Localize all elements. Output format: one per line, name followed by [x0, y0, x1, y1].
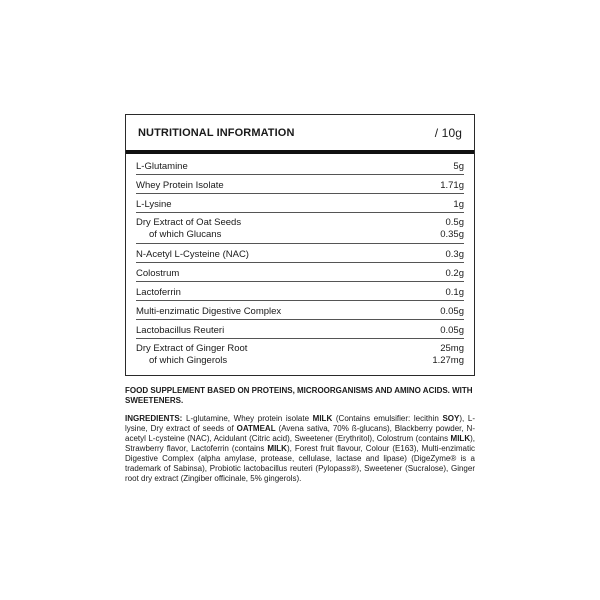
nutrient-value: 0.1g — [445, 287, 464, 298]
nutrient-row — [136, 339, 464, 370]
ingredients-part: (Contains emulsifier: lecithin — [332, 414, 443, 423]
nutrition-header — [126, 115, 474, 150]
allergen: SOY — [442, 414, 460, 423]
nutrient-name: Whey Protein Isolate — [136, 180, 224, 191]
nutrient-value: 25mg — [440, 343, 464, 354]
ingredients-part: ), Forest fruit flavour, Colour (E163), Multi-enzimatic Digestive Complex (alpha amylase, protease, cellulase, lactase and lipase) (DigeZyme® is a trademark of Sabinsa), Probiotic lactobacillus reuteri (Pylopass®), Sweetener (Sucralose), Ginger root dry extract (Zingiber officinale, 5% gingerols). — [125, 444, 475, 483]
nutrient-row — [136, 175, 464, 194]
ingredients-text — [125, 414, 475, 484]
allergen: MILK — [450, 434, 471, 443]
nutrient-value: 0.05g — [440, 325, 464, 336]
nutrient-subvalue: 0.35g — [440, 228, 464, 240]
header-rule — [126, 150, 474, 154]
nutrient-name: Colostrum — [136, 268, 180, 279]
ingredients-part: ), L-lysine, Dry extract of seeds of — [125, 414, 475, 433]
nutrient-value: 5g — [453, 161, 464, 172]
nutrient-subname: of which Gingerols — [149, 354, 228, 366]
nutrient-value: 0.3g — [445, 249, 464, 260]
ingredients-label: INGREDIENTS: — [125, 414, 183, 423]
nutrient-row — [136, 194, 464, 213]
nutrition-panel — [125, 114, 475, 376]
nutrient-name: Dry Extract of Oat Seeds — [136, 217, 242, 228]
nutrient-row — [136, 282, 464, 301]
ingredients-part: (Avena sativa, 70% ß-glucans), Blackberry powder, N-acetyl L-cysteine (NAC), Acidulant (Citric acid), Sweetener (Erythritol), Colostrum (contains — [125, 424, 475, 443]
nutrient-value: 0.2g — [445, 268, 464, 279]
nutrient-name: L-Glutamine — [136, 161, 188, 172]
nutrient-row — [136, 301, 464, 320]
nutrient-name: L-Lysine — [136, 199, 172, 210]
nutrient-rows — [136, 156, 464, 370]
nutrient-value: 0.05g — [440, 306, 464, 317]
nutrient-row — [136, 263, 464, 282]
nutrient-subname: of which Glucans — [149, 228, 222, 240]
nutrient-name: N-Acetyl L-Cysteine (NAC) — [136, 249, 249, 260]
nutrient-row — [136, 213, 464, 244]
nutrient-row — [136, 320, 464, 339]
allergen: MILK — [312, 414, 333, 423]
nutrient-row — [136, 156, 464, 175]
serving-unit: / 10g — [434, 125, 462, 140]
nutrient-value: 1.71g — [440, 180, 464, 191]
nutrient-name: Lactobacillus Reuteri — [136, 325, 225, 336]
allergen: OATMEAL — [236, 424, 276, 433]
nutrient-name: Lactoferrin — [136, 287, 181, 298]
nutrition-title: NUTRITIONAL INFORMATION — [138, 126, 295, 139]
nutrient-name: Dry Extract of Ginger Root — [136, 343, 248, 354]
nutrient-subvalue: 1.27mg — [432, 354, 464, 366]
nutrient-value: 1g — [453, 199, 464, 210]
ingredients-part: L-glutamine, Whey protein isolate — [182, 414, 313, 423]
supplement-statement: FOOD SUPPLEMENT BASED ON PROTEINS, MICROORGANISMS AND AMINO ACIDS. WITH SWEETENERS. — [125, 386, 473, 405]
allergen: MILK — [267, 444, 287, 453]
nutrient-name: Multi-enzimatic Digestive Complex — [136, 306, 282, 317]
nutrient-row — [136, 244, 464, 263]
ingredients-part: ), Strawberry flavor, Lactoferrin (contains — [125, 434, 475, 453]
nutrient-value: 0.5g — [445, 217, 464, 228]
